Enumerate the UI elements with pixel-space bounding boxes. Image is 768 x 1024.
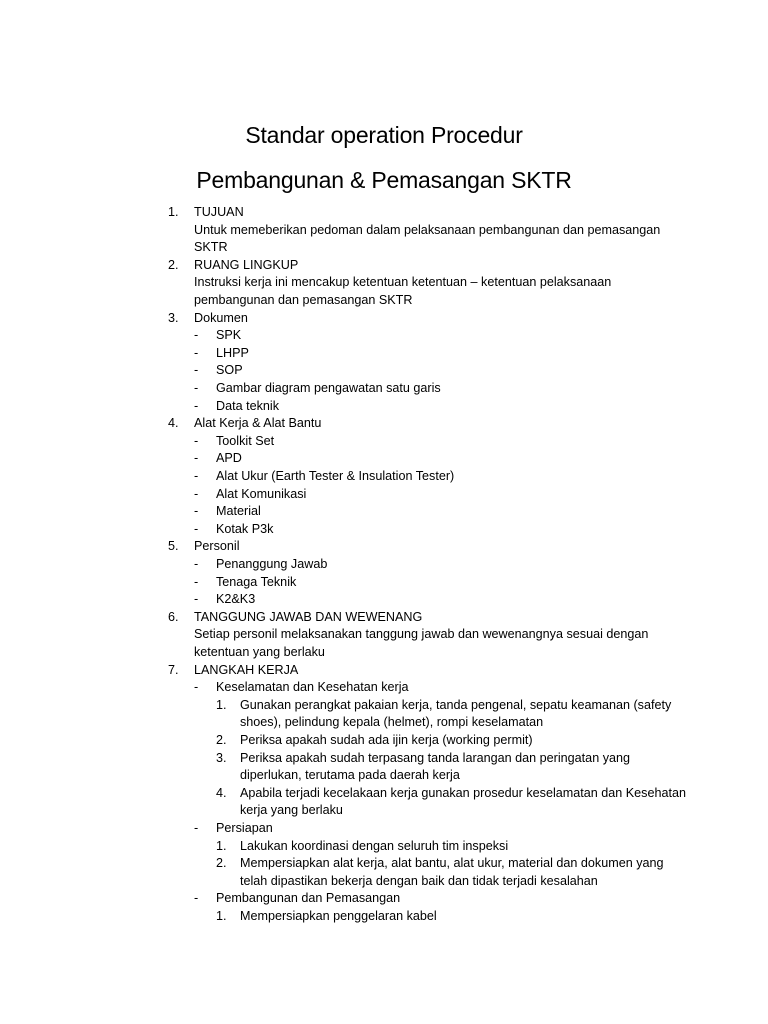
section-number: 5. <box>168 539 179 554</box>
list-item <box>0 556 768 574</box>
bullet-dash: - <box>194 592 199 607</box>
section-number: 3. <box>168 310 179 325</box>
step-text: Apabila terjadi kecelakaan kerja gunakan prosedur keselamatan dan Kesehatan <box>240 785 686 800</box>
list-item <box>0 450 768 468</box>
list-item <box>0 521 768 539</box>
list-item-text: Tenaga Teknik <box>216 574 297 589</box>
section-heading: RUANG LINGKUP <box>194 257 299 272</box>
list-item-text: APD <box>216 451 242 466</box>
list-item-text: Penanggung Jawab <box>216 557 328 571</box>
list-item <box>0 362 768 380</box>
step-text: Mempersiapkan alat kerja, alat bantu, alat ukur, material dan dokumen yang <box>240 856 664 871</box>
langkah-group-row <box>0 820 768 838</box>
list-item <box>0 486 768 504</box>
step-row <box>0 855 768 873</box>
list-item-text: SOP <box>216 363 243 378</box>
document-title: Standar operation Procedur <box>245 122 523 148</box>
list-item-text: Material <box>216 504 261 519</box>
list-item <box>0 345 768 363</box>
list-item-text: SPK <box>216 328 242 343</box>
step-row <box>0 802 768 820</box>
section-heading: Dokumen <box>194 310 248 325</box>
step-text: Mempersiapkan penggelaran kabel <box>240 909 437 923</box>
step-row <box>0 767 768 785</box>
bullet-dash: - <box>194 363 199 378</box>
bullet-dash: - <box>194 486 199 501</box>
section-text: pembangunan dan pemasangan SKTR <box>194 293 413 307</box>
bullet-dash: - <box>194 398 199 413</box>
list-item-text: Gambar diagram pengawatan satu garis <box>216 381 441 395</box>
section-text: SKTR <box>194 240 228 255</box>
section-heading: LANGKAH KERJA <box>194 662 299 677</box>
section-text: Instruksi kerja ini mencakup ketentuan ketentuan – ketentuan pelaksanaan <box>194 275 612 290</box>
bullet-dash: - <box>194 680 199 695</box>
step-number: 3. <box>216 750 227 765</box>
document-subtitle: Pembangunan & Pemasangan SKTR <box>196 167 572 193</box>
section-number: 1. <box>168 205 179 219</box>
step-number: 4. <box>216 785 227 800</box>
list-item <box>0 433 768 451</box>
section-number: 7. <box>168 662 179 677</box>
section-text-row <box>0 222 768 240</box>
step-row <box>0 732 768 750</box>
section-heading: Alat Kerja & Alat Bantu <box>194 416 322 431</box>
bullet-dash: - <box>194 557 199 571</box>
section-text: ketentuan yang berlaku <box>194 645 325 659</box>
bullet-dash: - <box>194 451 199 466</box>
section-heading: Personil <box>194 539 240 554</box>
bullet-dash: - <box>194 574 199 589</box>
list-item-text: Alat Komunikasi <box>216 486 307 501</box>
section-heading-row <box>0 609 768 627</box>
step-text: kerja yang berlaku <box>240 803 343 818</box>
bullet-dash: - <box>194 345 199 360</box>
step-number: 2. <box>216 856 227 871</box>
section-heading-row <box>0 415 768 433</box>
step-text: shoes), pelindung kepala (helmet), rompi keselamatan <box>240 715 544 730</box>
langkah-group-row <box>0 679 768 697</box>
langkah-group-row <box>0 890 768 908</box>
step-text: Lakukan koordinasi dengan seluruh tim inspeksi <box>240 838 509 853</box>
bullet-dash: - <box>194 469 199 483</box>
section-heading-row <box>0 538 768 556</box>
langkah-group-label: Persiapan <box>216 821 273 835</box>
step-row <box>0 750 768 768</box>
list-item <box>0 380 768 398</box>
list-item-text: Data teknik <box>216 398 279 413</box>
section-heading: TANGGUNG JAWAB DAN WEWENANG <box>194 609 423 624</box>
section-text-row <box>0 239 768 257</box>
section-heading-row <box>0 310 768 328</box>
section-text: Untuk memeberikan pedoman dalam pelaksanaan pembangunan dan pemasangan <box>194 222 661 237</box>
step-row <box>0 908 768 926</box>
section-text-row <box>0 292 768 310</box>
step-text: Periksa apakah sudah terpasang tanda larangan dan peringatan yang <box>240 750 631 765</box>
list-item <box>0 468 768 486</box>
list-item-text: Kotak P3k <box>216 521 274 536</box>
list-item <box>0 398 768 416</box>
list-item-text: Alat Ukur (Earth Tester & Insulation Tester) <box>216 469 455 483</box>
list-item <box>0 327 768 345</box>
langkah-group-label: Keselamatan dan Kesehatan kerja <box>216 680 409 695</box>
section-text-row <box>0 274 768 292</box>
step-number: 2. <box>216 733 227 747</box>
step-row <box>0 697 768 715</box>
list-item <box>0 503 768 521</box>
section-heading-row <box>0 662 768 680</box>
bullet-dash: - <box>194 328 199 343</box>
langkah-group-label: Pembangunan dan Pemasangan <box>216 891 401 906</box>
list-item <box>0 574 768 592</box>
step-number: 1. <box>216 909 227 923</box>
bullet-dash: - <box>194 521 199 536</box>
step-row <box>0 714 768 732</box>
section-heading: TUJUAN <box>194 205 244 219</box>
step-text: Gunakan perangkat pakaian kerja, tanda pengenal, sepatu keamanan (safety <box>240 697 672 712</box>
step-row <box>0 838 768 856</box>
section-heading-row <box>0 257 768 275</box>
section-number: 2. <box>168 257 179 272</box>
section-heading-row <box>0 204 768 222</box>
bullet-dash: - <box>194 504 199 519</box>
list-item-text: K2&K3 <box>216 592 256 607</box>
section-number: 6. <box>168 609 179 624</box>
list-item-text: LHPP <box>216 345 249 360</box>
bullet-dash: - <box>194 433 199 448</box>
step-number: 1. <box>216 697 227 712</box>
section-text-row <box>0 626 768 644</box>
section-number: 4. <box>168 416 179 431</box>
step-text: Periksa apakah sudah ada ijin kerja (working permit) <box>240 733 533 747</box>
bullet-dash: - <box>194 891 199 906</box>
section-text: Setiap personil melaksanakan tanggung jawab dan wewenangnya sesuai dengan <box>194 627 649 642</box>
step-row <box>0 785 768 803</box>
step-number: 1. <box>216 838 227 853</box>
step-row <box>0 873 768 891</box>
section-text-row <box>0 644 768 662</box>
step-text: diperlukan, terutama pada daerah kerja <box>240 768 460 783</box>
bullet-dash: - <box>194 381 199 395</box>
bullet-dash: - <box>194 821 199 835</box>
step-text: telah dipastikan bekerja dengan baik dan tidak terjadi kesalahan <box>240 873 598 888</box>
list-item <box>0 591 768 609</box>
list-item-text: Toolkit Set <box>216 433 275 448</box>
